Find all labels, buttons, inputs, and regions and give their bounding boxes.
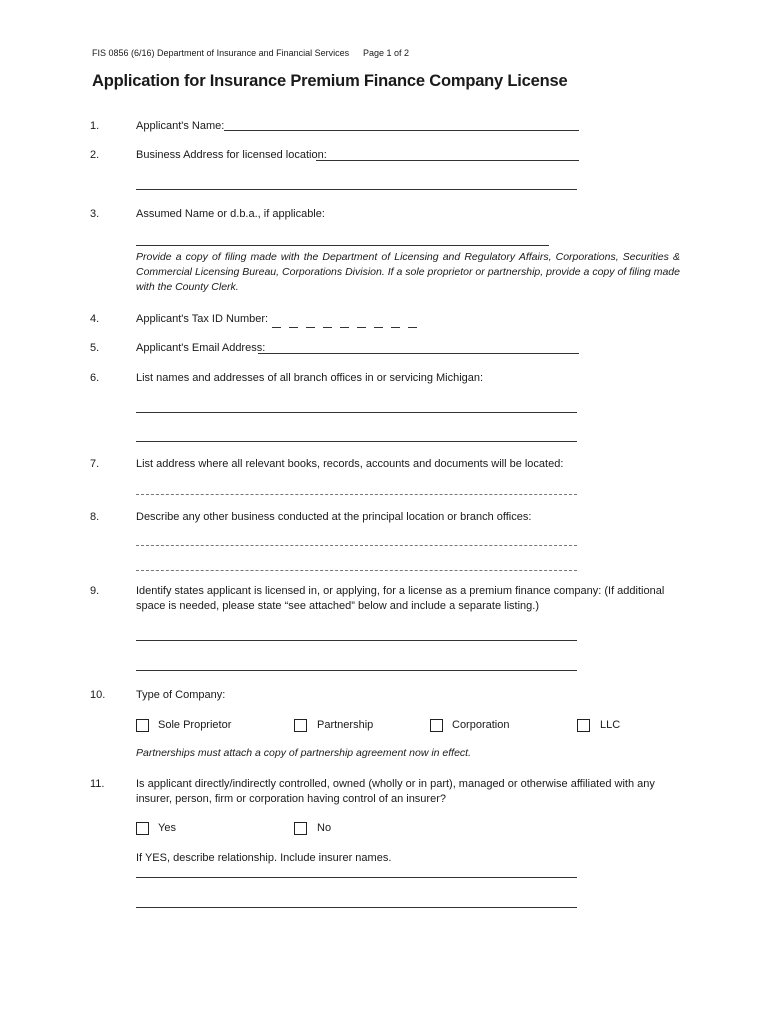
business-address-field-2[interactable] — [136, 189, 577, 190]
llc-checkbox[interactable] — [577, 719, 590, 732]
item-number-9: 9. — [90, 585, 100, 597]
item-number-6: 6. — [90, 372, 100, 384]
other-business-field-2[interactable] — [136, 570, 577, 571]
branch-offices-field-1[interactable] — [136, 412, 577, 413]
company-type-label: Type of Company: — [136, 689, 226, 701]
relationship-field-1[interactable] — [136, 877, 577, 878]
no-label: No — [317, 822, 332, 834]
item-number-8: 8. — [90, 511, 100, 523]
assumed-name-label: Assumed Name or d.b.a., if applicable: — [136, 208, 325, 220]
item-number-11: 11. — [90, 778, 105, 790]
relationship-label: If YES, describe relationship. Include insurer names. — [136, 852, 392, 864]
yes-label: Yes — [158, 822, 176, 834]
partnership-note: Partnerships must attach a copy of partnership agreement now in effect. — [136, 747, 472, 759]
applicant-name-label: Applicant's Name: — [136, 120, 225, 132]
licensed-states-field-1[interactable] — [136, 640, 577, 641]
sole-proprietor-label: Sole Proprietor — [158, 719, 232, 731]
assumed-name-instructions: Provide a copy of filing made with the Department of Licensing and Regulatory Affairs, Corporations, Securities & Commercial Licensing Bureau, Corporations Division. If a sole proprietor or partnership, provide a copy of filing made with the County Clerk. — [136, 251, 680, 293]
business-address-label: Business Address for licensed location: — [136, 149, 327, 161]
sole-proprietor-checkbox[interactable] — [136, 719, 149, 732]
item-number-1: 1. — [90, 120, 100, 132]
partnership-label: Partnership — [317, 719, 374, 731]
no-checkbox[interactable] — [294, 822, 307, 835]
item-number-4: 4. — [90, 313, 100, 325]
applicant-name-field[interactable] — [224, 130, 579, 131]
licensed-states-field-2[interactable] — [136, 670, 577, 671]
item-number-3: 3. — [90, 208, 100, 220]
insurer-affiliation-label: Is applicant directly/indirectly controlled, owned (wholly or in part), managed or otherwise affiliated with any insurer, person, firm or corporation having control of an insurer? — [136, 778, 655, 805]
corporation-checkbox[interactable] — [430, 719, 443, 732]
records-location-label: List address where all relevant books, records, accounts and documents will be located: — [136, 458, 564, 470]
page-number: Page 1 of 2 — [363, 48, 410, 58]
other-business-label: Describe any other business conducted at the principal location or branch offices: — [136, 511, 532, 523]
tax-id-label: Applicant's Tax ID Number: — [136, 313, 269, 325]
licensed-states-label: Identify states applicant is licensed in, or applying, for a license as a premium finance company: (If additional space is needed, please state “see attached” below and include a separate listing.) — [136, 585, 665, 612]
branch-offices-field-2[interactable] — [136, 441, 577, 442]
form-id: FIS 0856 (6/16) Department of Insurance and Financial Services — [92, 48, 350, 58]
other-business-field-1[interactable] — [136, 545, 577, 546]
business-address-field-1[interactable] — [316, 160, 579, 161]
item-number-10: 10. — [90, 689, 106, 701]
partnership-checkbox[interactable] — [294, 719, 307, 732]
email-label: Applicant's Email Address: — [136, 342, 266, 354]
email-field[interactable] — [258, 353, 579, 354]
branch-offices-label: List names and addresses of all branch offices in or servicing Michigan: — [136, 372, 484, 384]
llc-label: LLC — [600, 719, 621, 731]
item-number-7: 7. — [90, 458, 100, 470]
corporation-label: Corporation — [452, 719, 510, 731]
relationship-field-2[interactable] — [136, 907, 577, 908]
item-number-5: 5. — [90, 342, 100, 354]
assumed-name-field[interactable] — [136, 245, 549, 246]
records-location-field[interactable] — [136, 494, 577, 495]
item-number-2: 2. — [90, 149, 100, 161]
yes-checkbox[interactable] — [136, 822, 149, 835]
page-title: Application for Insurance Premium Finance Company License — [92, 72, 568, 90]
